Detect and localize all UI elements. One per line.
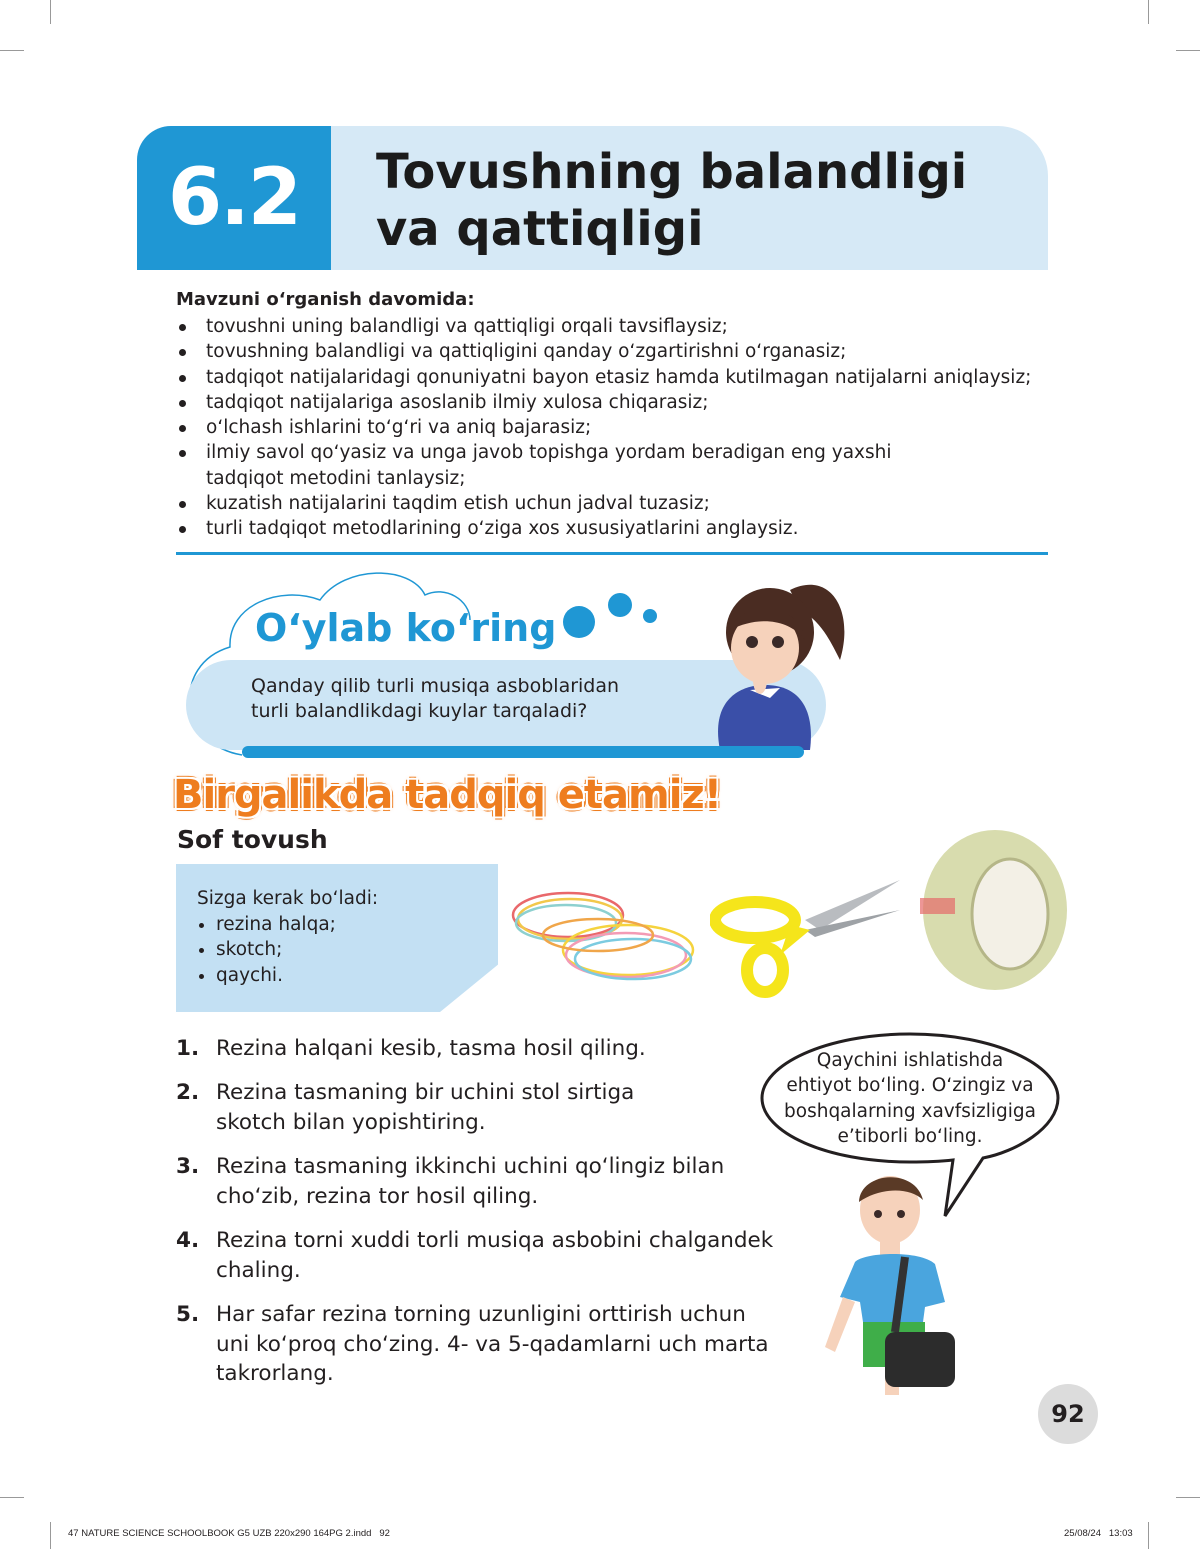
divider	[176, 552, 1048, 555]
step-number: 3.	[176, 1154, 200, 1179]
list-item: tadqiqot natijalariga asoslanib ilmiy xulosa chiqarasiz;	[176, 390, 1031, 415]
step-text	[216, 1152, 724, 1211]
list-item: tovushning balandligi va qattiqligini qanday o‘zgartirishni o‘rganasiz;	[176, 339, 1031, 364]
title-line: va qattiqligi	[376, 201, 704, 257]
step-line: takrorlang.	[216, 1361, 334, 1386]
question-line: turli balandlikdagi kuylar tarqaladi?	[251, 700, 588, 722]
step-line: uni ko‘proq cho‘zing. 4- va 5-qadamlarni uch marta	[216, 1331, 769, 1357]
crop-mark	[1148, 1522, 1149, 1549]
list-item: tadqiqot natijalaridagi qonuniyatni bayon etasiz hamda kutilmagan natijalarni aniqlaysiz;	[176, 365, 1031, 390]
step-line: Rezina tasmaning ikkinchi uchini qo‘lingiz bilan	[216, 1154, 725, 1179]
crop-mark	[50, 1522, 51, 1549]
list-item: tovushni uning balandligi va qattiqligi orqali tavsiflaysiz;	[176, 314, 1031, 339]
step-line: cho‘zib, rezina tor hosil qiling.	[216, 1183, 539, 1209]
question-line: Qanday qilib turli musiqa asboblaridan	[251, 675, 620, 697]
materials-heading: Sizga kerak bo‘ladi:	[197, 888, 379, 909]
title-line: Tovushning balandligi	[376, 144, 968, 200]
crop-mark	[1176, 1497, 1200, 1498]
step-number: 2.	[176, 1080, 200, 1105]
step-text	[216, 1226, 773, 1285]
list-item: skotch;	[197, 937, 378, 963]
step-line: chaling.	[216, 1257, 301, 1283]
crop-mark	[50, 0, 51, 24]
list-item: qaychi.	[197, 963, 378, 989]
list-item-text: tadqiqot metodini tanlaysiz;	[206, 467, 466, 489]
list-item: turli tadqiqot metodlarining o‘ziga xos xususiyatlarini anglaysiz.	[176, 516, 1031, 541]
step-number: 5.	[176, 1302, 200, 1327]
crop-mark	[1176, 50, 1200, 51]
section-title	[331, 126, 1048, 270]
speech-line: Qaychini ishlatishda	[816, 1050, 1004, 1071]
list-item: kuzatish natijalarini taqdim etish uchun jadval tuzasiz;	[176, 491, 1031, 516]
page-number: 92	[1038, 1384, 1098, 1444]
crop-mark	[0, 50, 24, 51]
scissors-image	[710, 875, 905, 1000]
tape-roll-image	[915, 828, 1075, 993]
step-line: Rezina torni xuddi torli musiqa asbobini chalgandek	[216, 1228, 774, 1253]
step-number: 1.	[176, 1036, 200, 1061]
activity-title: Birgalikda tadqiq etamiz!	[173, 772, 721, 818]
speech-line: ehtiyot bo‘ling. O‘zingiz va	[786, 1075, 1034, 1097]
activity-subtitle: Sof tovush	[177, 825, 328, 854]
think-title: O‘ylab ko‘ring	[255, 606, 557, 650]
think-question	[251, 674, 619, 724]
objectives-heading: Mavzuni o‘rganish davomida:	[176, 289, 475, 310]
list-item	[176, 440, 1031, 491]
step-text	[216, 1034, 646, 1064]
print-slug: 47 NATURE SCIENCE SCHOOLBOOK G5 UZB 220x290 164PG 2.indd 92	[68, 1528, 390, 1539]
step-text	[216, 1078, 634, 1137]
rubber-bands-image	[508, 875, 703, 995]
step-line: Rezina halqani kesib, tasma hosil qiling.	[216, 1036, 646, 1061]
step-text	[216, 1300, 769, 1389]
thought-dots-icon	[560, 590, 670, 640]
boy-with-bag-illustration	[815, 1172, 965, 1400]
step-line: Har safar rezina torning uzunligini orttirish uchun	[216, 1302, 746, 1327]
crop-mark	[1148, 0, 1149, 24]
list-item: o‘lchash ishlarini to‘g‘ri va aniq bajarasiz;	[176, 415, 1031, 440]
crop-mark	[0, 1497, 24, 1498]
step-number: 4.	[176, 1228, 200, 1253]
thinking-girl-illustration	[680, 570, 855, 750]
speech-text	[770, 1048, 1050, 1149]
print-date: 25/08/24 13:03	[1064, 1528, 1133, 1539]
section-number: 6.2	[137, 126, 331, 270]
list-item-text: ilmiy savol qo‘yasiz va unga javob topishga yordam beradigan eng yaxshi	[206, 442, 892, 464]
materials-text	[197, 886, 378, 988]
speech-line: boshqalarning xavfsizligiga	[784, 1100, 1036, 1122]
list-item: rezina halqa;	[197, 912, 378, 938]
step-line: skotch bilan yopishtiring.	[216, 1109, 486, 1135]
step-line: Rezina tasmaning bir uchini stol sirtiga	[216, 1080, 635, 1105]
objectives-list	[176, 314, 1031, 542]
speech-line: e’tiborli bo‘ling.	[837, 1125, 983, 1147]
accent-bar	[242, 746, 804, 758]
